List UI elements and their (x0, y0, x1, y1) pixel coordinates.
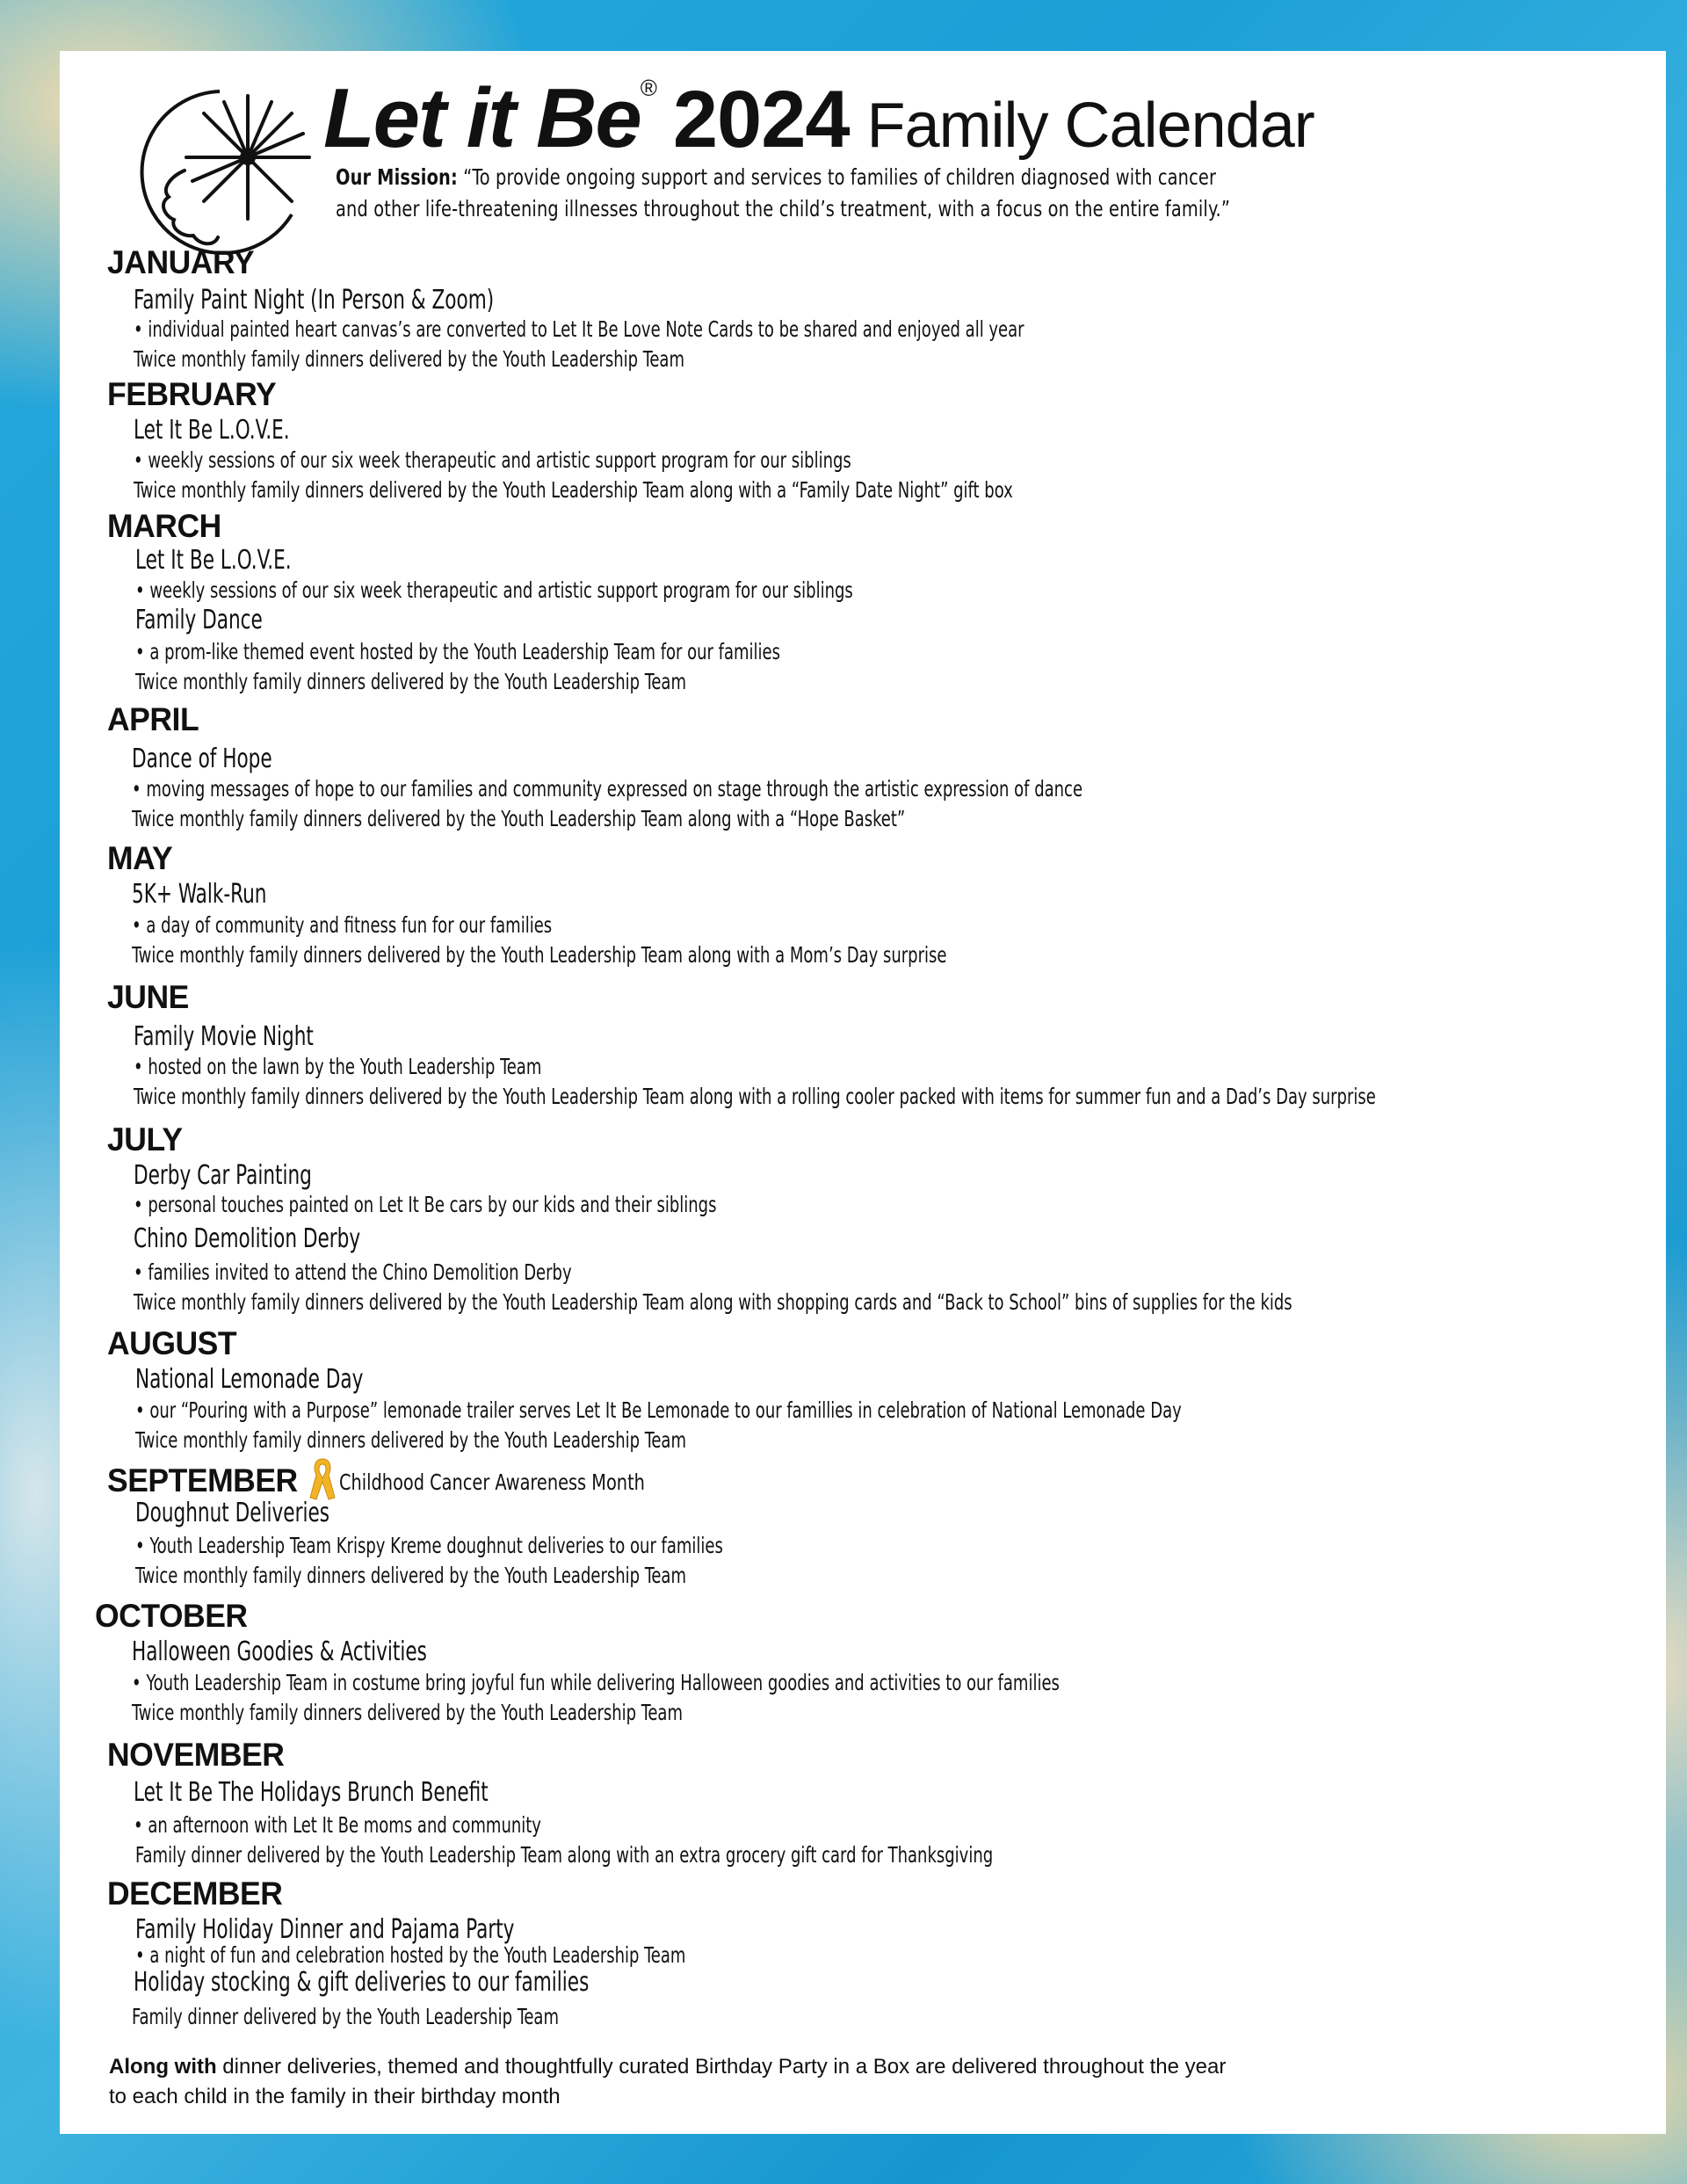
april-bullet: • moving messages of hope to our families and community expressed on stage through the artistic expression of dance (132, 776, 1083, 802)
november-bullet: • an afternoon with Let It Be moms and community (134, 1812, 541, 1838)
december-event-2: Holiday stocking & gift deliveries to our families (134, 1967, 590, 1998)
awareness-month-label: Childhood Cancer Awareness Month (339, 1469, 645, 1495)
month-august: AUGUST (107, 1325, 237, 1361)
month-november: NOVEMBER (107, 1737, 285, 1773)
month-july: JULY (107, 1121, 183, 1157)
mission-line-1: “To provide ongoing support and services to families of children diagnosed with cancer (457, 164, 1217, 190)
page-title (323, 70, 1314, 176)
month-may: MAY (107, 840, 173, 876)
september-bullet: • Youth Leadership Team Krispy Kreme doughnut deliveries to our families (135, 1533, 723, 1558)
march-event-1: Let It Be L.O.V.E. (135, 545, 292, 576)
august-bullet: • our “Pouring with a Purpose” lemonade trailer serves Let It Be Lemonade to our famillies in celebration of National Lemonade Day (135, 1397, 1182, 1423)
february-dinner: Twice monthly family dinners delivered by the Youth Leadership Team along with a “Family Date Night” gift box (134, 477, 1013, 503)
february-event: Let It Be L.O.V.E. (134, 415, 290, 446)
april-dinner: Twice monthly family dinners delivered by the Youth Leadership Team along with a “Hope Basket” (132, 806, 906, 831)
january-bullet: • individual painted heart canvas’s are converted to Let It Be Love Note Cards to be shared and enjoyed all year (134, 316, 1025, 342)
july-event-2: Chino Demolition Derby (134, 1223, 361, 1254)
august-dinner: Twice monthly family dinners delivered by the Youth Leadership Team (135, 1427, 686, 1453)
june-dinner: Twice monthly family dinners delivered by the Youth Leadership Team along with a rolling cooler packed with items for summer fun and a Dad’s Day surprise (134, 1084, 1376, 1109)
march-bullet-1: • weekly sessions of our six week therapeutic and artistic support program for our siblings (135, 577, 853, 603)
january-event: Family Paint Night (In Person & Zoom) (134, 285, 495, 316)
mission-line-2: and other life-threatening illnesses throughout the child’s treatment, with a focus on the entire family.” (336, 196, 1231, 221)
month-march: MARCH (107, 508, 221, 544)
registered-mark: ® (640, 75, 657, 101)
april-event: Dance of Hope (132, 744, 272, 774)
february-bullet: • weekly sessions of our six week therapeutic and artistic support program for our siblings (134, 447, 851, 473)
mission-label: Our Mission: (336, 164, 458, 190)
brand-name: Let it Be (323, 71, 641, 165)
october-dinner: Twice monthly family dinners delivered by the Youth Leadership Team (132, 1700, 683, 1725)
month-april: APRIL (107, 701, 199, 737)
december-event-1: Family Holiday Dinner and Pajama Party (135, 1914, 515, 1945)
june-bullet: • hosted on the lawn by the Youth Leadership Team (134, 1054, 542, 1079)
month-december: DECEMBER (107, 1876, 283, 1912)
month-june: JUNE (107, 979, 189, 1015)
may-bullet: • a day of community and fitness fun for our families (132, 912, 553, 938)
july-bullet-2: • families invited to attend the Chino Demolition Derby (134, 1259, 572, 1285)
footer-line-1 (109, 2055, 1226, 2079)
december-dinner: Family dinner delivered by the Youth Leadership Team (132, 2004, 559, 2029)
july-event-1: Derby Car Painting (134, 1160, 312, 1191)
calendar-sheet (60, 51, 1666, 2134)
mission-statement (336, 162, 1318, 225)
march-event-2: Family Dance (135, 605, 263, 635)
october-bullet: • Youth Leadership Team in costume bring joyful fun while delivering Halloween goodies and activities to our families (132, 1670, 1060, 1695)
may-event: 5K+ Walk-Run (132, 879, 267, 910)
footer-line-1-text: dinner deliveries, themed and thoughtfully curated Birthday Party in a Box are delivered throughout the year (216, 2055, 1227, 2079)
july-bullet-1: • personal touches painted on Let It Be cars by our kids and their siblings (134, 1192, 717, 1217)
march-dinner: Twice monthly family dinners delivered by the Youth Leadership Team (135, 669, 686, 694)
title-subtitle: Family Calendar (866, 91, 1314, 161)
october-event: Halloween Goodies & Activities (132, 1636, 427, 1667)
december-bullet-1: • a night of fun and celebration hosted by the Youth Leadership Team (135, 1942, 686, 1968)
month-january: JANUARY (107, 244, 255, 280)
july-dinner: Twice monthly family dinners delivered by the Youth Leadership Team along with shopping cards and “Back to School” bins of supplies for the kids (134, 1289, 1292, 1315)
june-event: Family Movie Night (134, 1021, 314, 1052)
november-event: Let It Be The Holidays Brunch Benefit (134, 1777, 489, 1808)
footer-line-2: to each child in the family in their birthday month (109, 2085, 561, 2108)
month-september: SEPTEMBER (107, 1462, 298, 1498)
august-event: National Lemonade Day (135, 1364, 364, 1395)
september-event: Doughnut Deliveries (135, 1498, 330, 1528)
let-it-be-logo-icon (116, 65, 320, 269)
awareness-ribbon-icon (308, 1455, 337, 1501)
footer-lead: Along with (109, 2055, 217, 2079)
month-october: OCTOBER (95, 1598, 248, 1634)
march-bullet-2: • a prom-like themed event hosted by the Youth Leadership Team for our families (135, 639, 780, 664)
may-dinner: Twice monthly family dinners delivered by the Youth Leadership Team along with a Mom’s Day surprise (132, 942, 947, 968)
title-year: 2024 (672, 75, 850, 164)
month-february: FEBRUARY (107, 376, 277, 412)
september-dinner: Twice monthly family dinners delivered by the Youth Leadership Team (135, 1563, 686, 1588)
november-dinner: Family dinner delivered by the Youth Leadership Team along with an extra grocery gift card for Thanksgiving (135, 1842, 994, 1868)
january-dinner: Twice monthly family dinners delivered by the Youth Leadership Team (134, 346, 684, 372)
